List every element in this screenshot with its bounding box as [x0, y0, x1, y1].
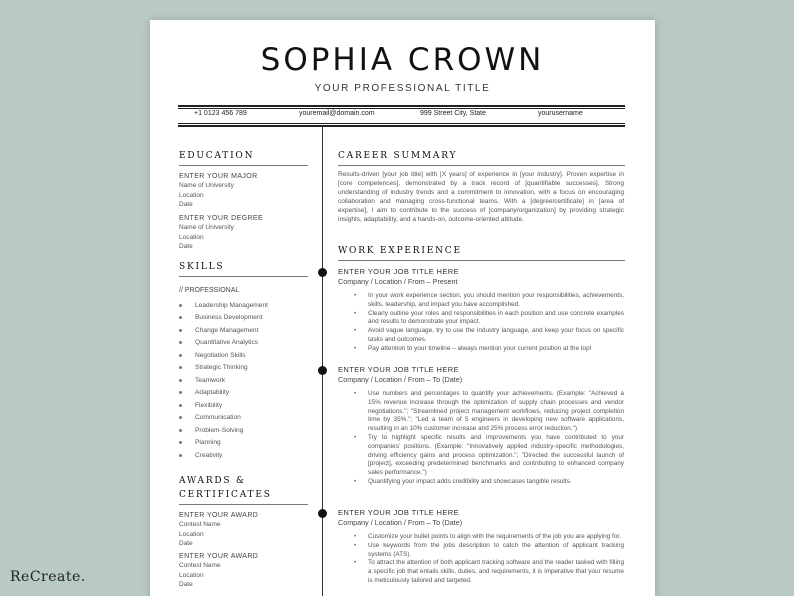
award-title: ENTER YOUR AWARD	[179, 512, 259, 519]
skill-item: Problem-Solving	[179, 427, 243, 434]
career-summary-heading: CAREER SUMMARY	[338, 151, 458, 161]
job-bullet: • Quantifying your impact adds credibility and showcases tangible results.	[338, 478, 624, 487]
brand-logo: ReCreate.	[10, 569, 86, 585]
skill-item: Communication	[179, 414, 241, 421]
job-bullet: • Clearly outline your roles and responsibilities in each position and use concrete examples and results to demonstrate your impact.	[338, 310, 624, 328]
skills-divider	[179, 276, 308, 277]
job-title: ENTER YOUR JOB TITLE HERE	[338, 365, 459, 374]
education-location: Location	[179, 233, 204, 241]
awards-heading-line2: CERTIFICATES	[179, 490, 272, 500]
award-date: Date	[179, 539, 193, 547]
experience-divider	[338, 260, 625, 261]
education-entry	[179, 214, 309, 251]
award-title: ENTER YOUR AWARD	[179, 553, 259, 560]
job-title: ENTER YOUR JOB TITLE HERE	[338, 267, 459, 276]
job-bullets	[338, 292, 624, 354]
education-date: Date	[179, 200, 193, 208]
job-bullet: • Customize your bullet points to align with the requirements of the job you are applying for.	[338, 533, 624, 542]
award-date: Date	[179, 580, 193, 588]
summary-divider	[338, 165, 625, 166]
job-bullet: • Avoid vague language, try to use the industry language, and keep your focus on specific tasks and outcomes.	[338, 327, 624, 345]
skill-item: Flexibility	[179, 402, 222, 409]
education-major: ENTER YOUR DEGREE	[179, 215, 264, 222]
job-bullet: • In your work experience section, you should mention your responsibilities, achievements, skills, leadership, and impact you have accomplished.	[338, 292, 624, 310]
contact-email: youremail@domain.com	[299, 110, 375, 117]
job-company: Company / Location / From – To (Date)	[338, 518, 463, 527]
award-entry	[179, 511, 309, 548]
professional-title: YOUR PROFESSIONAL TITLE	[314, 83, 491, 94]
skill-item: Creativity	[179, 452, 222, 459]
job-bullet: • To attract the attention of both applicant tracking software and the reader tasked with filling a specific job that entails skills, duties, and requirements, it is imperative that your resume is meticulously tailored and targeted.	[338, 559, 624, 585]
skill-item: Change Management	[179, 327, 258, 334]
contact-bottom-rule	[178, 125, 625, 127]
contact-bottom-rule-thin	[178, 123, 625, 124]
skill-item: Teamwork	[179, 377, 225, 384]
work-experience-heading: WORK EXPERIENCE	[338, 246, 462, 256]
job-bullets	[338, 390, 624, 487]
award-contest: Contest Name	[179, 521, 221, 529]
education-date: Date	[179, 242, 193, 250]
contact-top-rule	[178, 105, 625, 107]
career-summary-text: Results-driven [your job title] with [X years] of experience in [your industry]. Proven expertise in [core competences], demonstrated by a track record of [quantifiable successes]. Strong understanding of industry trends and a commitment to innovation, with a focus on encouraging collaboration and managing cross-functional teams. With a [degree/certificate] in [area of expertise], I aim to contribute to the success of [company/organization] by providing strategic insights, adaptability, and a hands-on, outcome-oriented attitude.	[338, 171, 624, 223]
timeline-dot-2	[318, 366, 327, 375]
job-bullet: • Use keywords from the jobs description to catch the attention of applicant tracking systems (ATS).	[338, 542, 624, 560]
contact-bar	[178, 110, 625, 122]
skill-item: Negotiation Skills	[179, 352, 246, 359]
job-company: Company / Location / From – To (Date)	[338, 375, 463, 384]
job-title: ENTER YOUR JOB TITLE HERE	[338, 508, 459, 517]
contact-phone: +1 0123 456 789	[194, 110, 247, 117]
skills-heading: SKILLS	[179, 262, 225, 272]
job-bullet: • Pay attention to your timeline – always mention your current position at the top!	[338, 345, 624, 354]
education-entry	[179, 172, 309, 209]
education-location: Location	[179, 191, 204, 199]
skills-subheading: // PROFESSIONAL	[179, 287, 240, 294]
award-entry	[179, 552, 309, 589]
award-location: Location	[179, 530, 204, 538]
education-divider	[179, 165, 308, 166]
skill-item: Quantitative Analytics	[179, 339, 258, 346]
job-bullets	[338, 533, 624, 586]
skill-item: Leadership Management	[179, 302, 268, 309]
education-university: Name of University	[179, 182, 234, 190]
resume-name: SOPHIA CROWN	[260, 42, 545, 78]
awards-divider	[179, 504, 308, 505]
resume-page	[150, 20, 655, 596]
timeline-dot-3	[318, 509, 327, 518]
contact-username: yourusername	[538, 110, 583, 117]
education-heading: EDUCATION	[179, 151, 255, 161]
skill-item: Planning	[179, 439, 221, 446]
skill-item: Strategic Thinking	[179, 364, 248, 371]
timeline-dot-1	[318, 268, 327, 277]
contact-address: 999 Street City, State	[420, 110, 487, 117]
job-bullet: • Try to highlight specific results and improvements you have contributed to your companies' positions. (Example: "Innovatively applied industry-specific methodologies, driving efficiency gains and process optimization."; "Directed the successful launch of [project], exceeding predetermined benchmarks and contributing to enhanced company sales performance.")	[338, 434, 624, 478]
contact-top-rule-thin	[178, 108, 625, 109]
job-bullet: • Use numbers and percentages to quantify your achievements. (Example: "Achieved a 15% revenue increase through the optimization of supply chain processes and vendor negotiations."; "Streamlined project management workflows, reducing project completion time by 35%."; "Led a team of 5 engineers in developing new software applications, resulting in an 10% customer increase and 25% process error reduction.")	[338, 390, 624, 434]
education-university: Name of University	[179, 224, 234, 232]
timeline-line	[322, 126, 323, 596]
skill-item: Business Development	[179, 314, 262, 321]
award-location: Location	[179, 571, 204, 579]
skill-item: Adaptability	[179, 389, 229, 396]
education-major: ENTER YOUR MAJOR	[179, 173, 258, 180]
awards-heading-line1: AWARDS &	[179, 476, 246, 486]
award-contest: Contest Name	[179, 562, 221, 570]
job-company: Company / Location / From – Present	[338, 277, 458, 286]
